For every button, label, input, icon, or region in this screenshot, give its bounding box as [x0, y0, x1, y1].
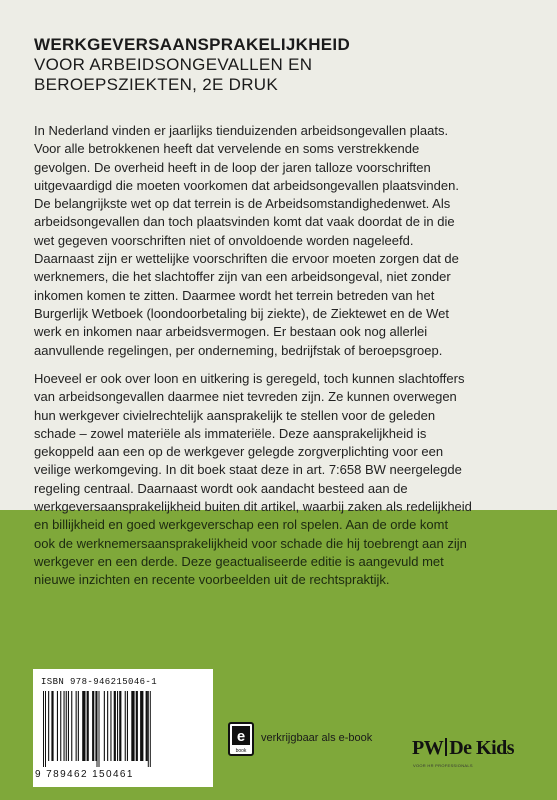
svg-text:e: e: [236, 728, 246, 745]
isbn-label: ISBN 978-946215046-1: [41, 677, 158, 687]
text-line: inkomen komen te zitten. Daarmee wordt het terrein betreden van het: [34, 287, 435, 303]
text-line: Hoeveel er ook over loon en uitkering is geregeld, toch kunnen slachtoffers: [34, 371, 465, 386]
blurb-paragraph-1: [34, 122, 534, 360]
blurb-paragraph-2: [34, 370, 534, 590]
publisher-tagline: VOOR HR PROFESSIONALS: [413, 763, 473, 768]
text-line: De belangrijkste wet op dat terrein is de Arbeidsomstandighedenwet. Als: [34, 196, 451, 212]
svg-text:book: book: [235, 748, 247, 754]
isbn-barcode: [33, 669, 213, 787]
text-line: Burgerlijk Wetboek (loondoorbetaling bij ziekte), de Ziektewet en de Wet: [34, 305, 450, 321]
ebook-availability-text: verkrijgbaar als e-book: [261, 732, 373, 744]
text-line: werkgever en een derde. Deze geactualiseerde editie is aangevuld met: [34, 553, 444, 569]
subtitle-line: BEROEPSZIEKTEN, 2E DRUK: [34, 75, 279, 94]
publisher-name-right: De Kids: [449, 737, 515, 759]
subtitle-line: VOOR ARBEIDSONGEVALLEN EN: [34, 55, 313, 74]
text-line: arbeidsongevallen dan toch plaatsvinden komt dat vaak doordat de in die: [34, 214, 455, 230]
text-line: regeling centraal. Daarnaast wordt ook aandacht besteed aan de: [34, 480, 408, 496]
text-line: ook de werknemersaansprakelijkheid voor schade die hij toebrengt aan zijn: [34, 535, 467, 551]
barcode-bars: [41, 691, 205, 767]
text-line: uitgevaardigd die moeten voorkomen dat arbeidsongevallen plaatsvinden.: [34, 177, 459, 193]
book-title: WERKGEVERSAANSPRAKELIJKHEID: [34, 35, 351, 54]
text-line: schade – zowel materiële als immateriële. Deze aansprakelijkheid is: [34, 425, 427, 441]
text-line: werknemers, die het slachtoffer zijn van een arbeidsongeval, niet zonder: [34, 269, 451, 285]
text-line: gekoppeld aan een op de werkgever gelegde zorgverplichting voor een: [34, 444, 444, 460]
text-line: werk en inkomen naar arbeidsvermogen. Er bestaan ook nog allerlei: [34, 324, 428, 340]
text-line: en billijkheid en goed werkgeverschap een rol spelen. Aan de orde komt: [34, 517, 449, 533]
publisher-logo: [412, 737, 515, 768]
text-line: hun werkgever civielrechtelijk aansprakelijk te stellen voor de geleden: [34, 407, 436, 423]
text-line: Daarnaast zijn er wettelijke voorschriften die ervoor moeten zorgen dat de: [34, 251, 459, 267]
text-line: aanvullende regelingen, per onderneming, bedrijfstak of beroepsgroep.: [34, 342, 443, 358]
text-line: wet gegeven voorschriften niet of onvoldoende worden nageleefd.: [34, 232, 414, 248]
text-line: van arbeidsongevallen daarmee niet tevreden zijn. Ze kunnen overwegen: [34, 389, 457, 405]
text-line: gevolgen. De overheid heeft in de loop der jaren talloze voorschriften: [34, 159, 431, 175]
barcode-digits: 9 789462 150461: [35, 769, 134, 780]
book-subtitle: [34, 55, 312, 95]
text-line: Voor alle betrokkenen heeft dat vervelende en soms verstrekkende: [34, 141, 420, 157]
e-book-icon: [228, 722, 254, 756]
text-line: In Nederland vinden er jaarlijks tienduizenden arbeidsongevallen plaats.: [34, 123, 449, 138]
text-line: nieuwe inzichten en recente voorbeelden uit de rechtspraktijk.: [34, 572, 390, 588]
text-line: werkgeversaansprakelijkheid buiten dit artikel, waarbij zaken als redelijkheid: [34, 499, 472, 515]
text-line: veilige werkomgeving. In dit boek staat deze in art. 7:658 BW neergelegde: [34, 462, 462, 478]
logo-divider: [445, 738, 447, 756]
publisher-name-left: PW: [412, 737, 444, 759]
